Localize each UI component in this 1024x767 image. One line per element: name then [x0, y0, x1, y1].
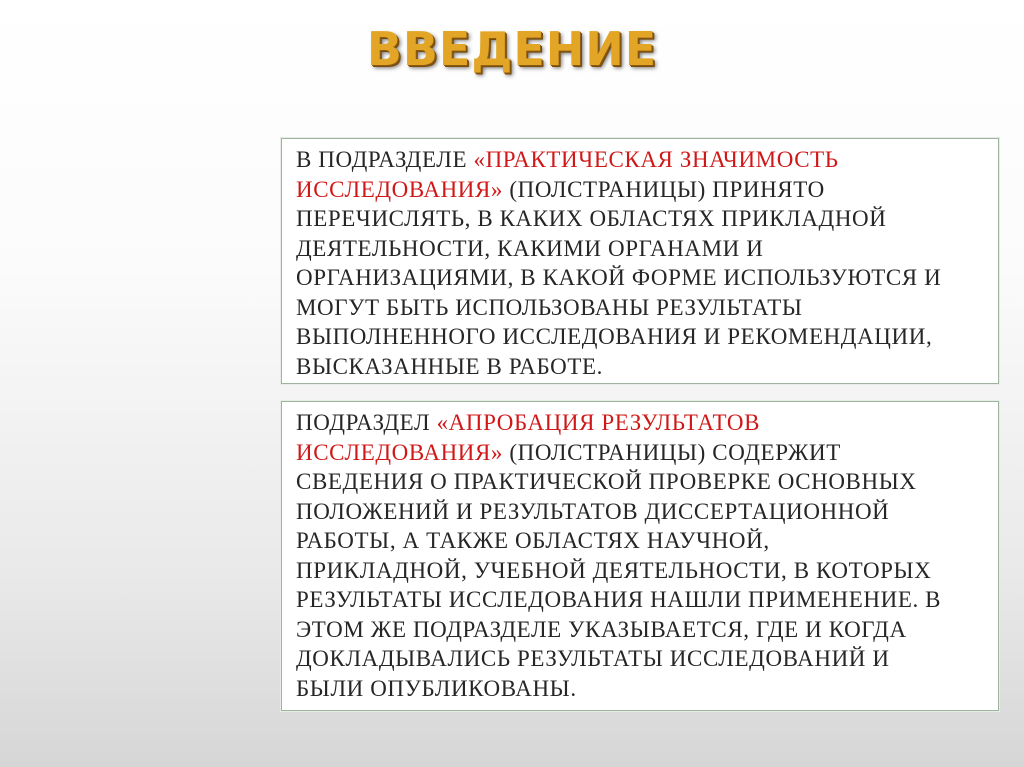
text-line: ПОЛОЖЕНИЙ И РЕЗУЛЬТАТОВ ДИССЕРТАЦИОННОЙ [296, 498, 890, 524]
highlighted-text-run: «АПРОБАЦИЯ РЕЗУЛЬТАТОВ [436, 410, 761, 435]
text-run: В ПОДРАЗДЕЛЕ [296, 147, 474, 172]
text-line [296, 408, 988, 438]
text-line: ПЕРЕЧИСЛЯТЬ, В КАКИХ ОБЛАСТЯХ ПРИКЛАДНОЙ [296, 206, 887, 231]
text-line: ПРИКЛАДНОЙ, УЧЕБНОЙ ДЕЯТЕЛЬНОСТИ, В КОТОРЫХ [296, 557, 932, 583]
text-line: ВЫСКАЗАННЫЕ В РАБОТЕ. [296, 353, 603, 379]
text-line: РАБОТЫ, А ТАКЖЕ ОБЛАСТЯХ НАУЧНОЙ, [296, 528, 770, 553]
text-line: СВЕДЕНИЯ О ПРАКТИЧЕСКОЙ ПРОВЕРКЕ ОСНОВНЫХ [296, 469, 917, 494]
text-run: (ПОЛСТРАНИЦЫ) ПРИНЯТО [503, 176, 825, 202]
practical-significance-text-box [281, 138, 999, 384]
text-line: ДОКЛАДЫВАЛИСЬ РЕЗУЛЬТАТЫ ИССЛЕДОВАНИЙ И [296, 646, 890, 671]
text-line: БЫЛИ ОПУБЛИКОВАНЫ. [296, 675, 577, 701]
text-run: ПОДРАЗДЕЛ [296, 410, 437, 435]
results-approbation-text-box [281, 401, 999, 711]
text-line: МОГУТ БЫТЬ ИСПОЛЬЗОВАНЫ РЕЗУЛЬТАТЫ [296, 294, 803, 320]
text-run: (ПОЛСТРАНИЦЫ) СОДЕРЖИТ [503, 439, 841, 465]
text-line [296, 438, 988, 468]
highlighted-text-run: ИССЛЕДОВАНИЯ» [296, 176, 504, 202]
text-line: ВЫПОЛНЕННОГО ИССЛЕДОВАНИЯ И РЕКОМЕНДАЦИИ, [296, 324, 933, 349]
text-line: ЭТОМ ЖЕ ПОДРАЗДЕЛЕ УКАЗЫВАЕТСЯ, ГДЕ И КОГДА [296, 616, 907, 642]
text-line [296, 175, 988, 205]
slide-title: ВВЕДЕНИЕ [366, 22, 658, 76]
highlighted-text-run: «ПРАКТИЧЕСКАЯ ЗНАЧИМОСТЬ [473, 147, 839, 172]
text-line: РЕЗУЛЬТАТЫ ИССЛЕДОВАНИЯ НАШЛИ ПРИМЕНЕНИЕ. В [296, 587, 942, 612]
text-line: ДЕЯТЕЛЬНОСТИ, КАКИМИ ОРГАНАМИ И [296, 235, 764, 261]
text-line: ОРГАНИЗАЦИЯМИ, В КАКОЙ ФОРМЕ ИСПОЛЬЗУЮТСЯ И [296, 265, 942, 290]
highlighted-text-run: ИССЛЕДОВАНИЯ» [296, 439, 504, 465]
text-line [296, 145, 988, 175]
